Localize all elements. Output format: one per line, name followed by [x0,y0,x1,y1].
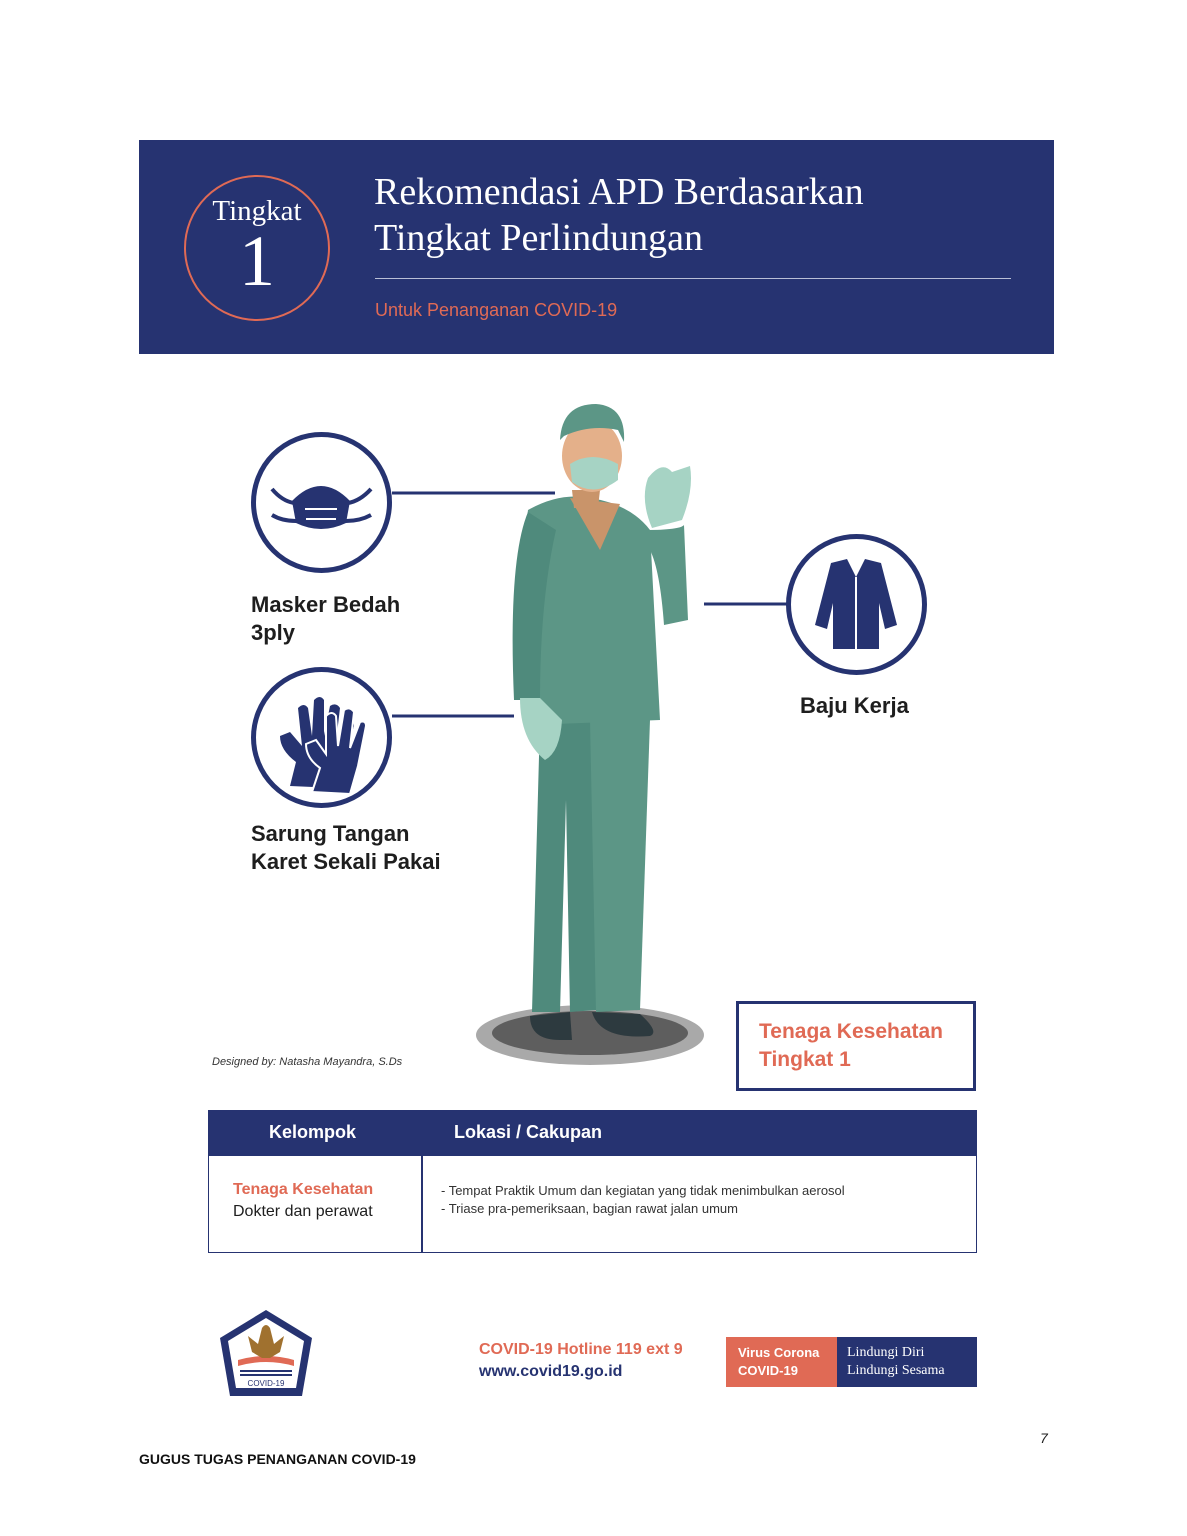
column-divider [421,1156,423,1253]
location-item: - Tempat Praktik Umum dan kegiatan yang tidak menimbulkan aerosol [441,1183,845,1198]
subtitle: Untuk Penanganan COVID-19 [375,300,618,320]
gloves-label-line-2: Karet Sekali Pakai [251,849,441,874]
surgical-mask-icon [250,431,393,574]
page-footer: GUGUS TUGAS PENANGANAN COVID-19 [139,1451,416,1467]
mask-label-line-2: 3ply [251,620,296,645]
header-kelompok: Kelompok [269,1122,357,1142]
info-table [208,1110,977,1253]
floor-shadow-inner [492,1011,688,1055]
table-header [209,1111,976,1156]
badge-number: 1 [239,221,275,301]
level-badge [184,175,330,321]
level-box [736,1001,976,1091]
campaign-tag-right [837,1337,977,1387]
title-divider [375,278,1011,279]
tag-left-line-1: Virus Corona [738,1345,820,1360]
header-lokasi: Lokasi / Cakupan [454,1122,603,1142]
header-banner [139,140,1054,354]
group-title: Tenaga Kesehatan [233,1181,374,1198]
gloves-icon [250,666,393,809]
gloves-label [251,820,441,876]
mask-label [251,591,400,647]
task-force-logo [218,1308,314,1398]
location-item: - Triase pra-pemeriksaan, bagian rawat jalan umum [441,1201,738,1216]
illustration [0,380,1187,1070]
coat-label: Baju Kerja [800,693,909,718]
group-detail: Dokter dan perawat [233,1203,373,1220]
work-coat-icon [785,533,928,676]
level-box-line-1: Tenaga Kesehatan [759,1020,944,1043]
level-box-line-2: Tingkat 1 [759,1048,851,1071]
hotline-text: COVID-19 Hotline 119 ext 9 [479,1341,683,1358]
gloves-label-line-1: Sarung Tangan [251,821,410,846]
designer-credit: Designed by: Natasha Mayandra, S.Ds [212,1056,403,1068]
page-number: 7 [1040,1430,1048,1446]
campaign-tag-left [726,1337,837,1387]
tag-left-line-2: COVID-19 [738,1363,798,1378]
website-link[interactable]: www.covid19.go.id [479,1363,623,1380]
title-line-1: Rekomendasi APD Berdasarkan [374,171,864,213]
badge-word: Tingkat [212,195,302,227]
mask-label-line-1: Masker Bedah [251,592,401,617]
tag-right-line-1: Lindungi Diri [847,1345,925,1360]
health-worker-figure [513,404,691,1040]
logo-text: COVID-19 [247,1379,285,1388]
title-line-2: Tingkat Perlindungan [374,217,703,259]
tag-right-line-2: Lindungi Sesama [847,1363,945,1378]
